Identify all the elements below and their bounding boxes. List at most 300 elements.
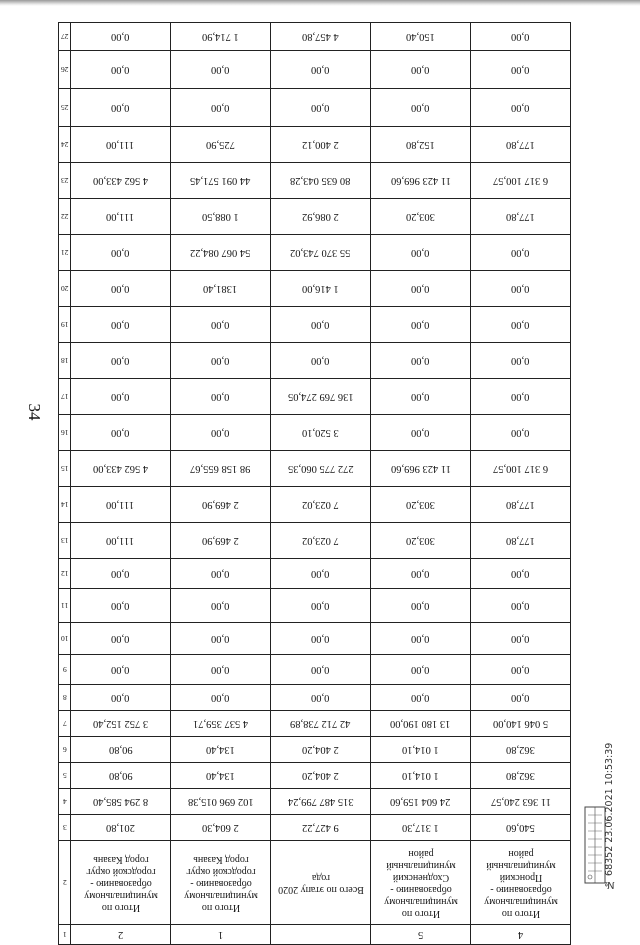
row-label-cell	[471, 841, 571, 925]
value-cell	[71, 89, 171, 127]
column-number-text: 20	[60, 284, 69, 293]
cell-value: 0,00	[111, 102, 130, 113]
cell-value: 111,00	[106, 211, 135, 222]
value-cell	[71, 307, 171, 343]
column-number	[59, 379, 71, 415]
value-cell	[271, 789, 371, 815]
value-cell	[371, 23, 471, 51]
value-cell	[471, 379, 571, 415]
cell-value: 0,00	[511, 319, 530, 330]
cell-value: 102 696 015,38	[187, 796, 254, 807]
value-cell	[71, 199, 171, 235]
value-cell	[371, 763, 471, 789]
cell-value: 152,80	[406, 139, 435, 150]
cell-value: 0,00	[411, 391, 430, 402]
cell-value: 0,00	[111, 247, 130, 258]
value-cell	[371, 559, 471, 589]
value-cell	[371, 815, 471, 841]
value-cell	[371, 199, 471, 235]
column-number	[59, 23, 71, 51]
value-cell	[271, 199, 371, 235]
column-number	[59, 163, 71, 199]
value-cell	[171, 415, 271, 451]
column-number	[59, 763, 71, 789]
column-number-text: 2	[62, 878, 67, 887]
column-number-text: 7	[62, 719, 67, 728]
value-cell	[271, 23, 371, 51]
value-cell	[371, 623, 471, 655]
value-cell	[371, 307, 471, 343]
cell-value: 1 714,90	[202, 31, 239, 42]
cell-value: 0,00	[411, 664, 430, 675]
value-cell	[71, 559, 171, 589]
value-cell	[471, 655, 571, 685]
value-cell	[371, 789, 471, 815]
cell-value: 177,80	[506, 535, 535, 546]
cell-value: 0,00	[411, 568, 430, 579]
value-cell	[271, 815, 371, 841]
cell-value: 4 562 433,00	[92, 175, 149, 186]
value-cell	[71, 51, 171, 89]
value-cell	[71, 23, 171, 51]
stamp-logo-icon	[582, 805, 608, 885]
cell-value: 0,00	[211, 355, 230, 366]
value-cell	[171, 589, 271, 623]
value-cell	[71, 763, 171, 789]
value-cell	[371, 379, 471, 415]
cell-value: 6 317 100,57	[492, 175, 549, 186]
cell-value: 8 294 585,40	[92, 796, 149, 807]
value-cell	[71, 235, 171, 271]
cell-value: 2 404,20	[302, 744, 339, 755]
value-cell	[171, 451, 271, 487]
table-row	[59, 623, 571, 655]
cell-value: 0,00	[511, 64, 530, 75]
value-cell	[71, 789, 171, 815]
cell-value: 111,00	[106, 535, 135, 546]
cell-value: 0,00	[111, 427, 130, 438]
value-cell	[271, 51, 371, 89]
value-cell	[471, 415, 571, 451]
cell-value: 0,00	[311, 355, 330, 366]
scan-edge	[0, 0, 640, 6]
cell-value: 1 416,00	[302, 283, 339, 294]
cell-value: 0,00	[211, 319, 230, 330]
cell-value: 272 775 060,35	[287, 463, 354, 474]
cell-value: 362,80	[506, 770, 535, 781]
cell-value: 0,00	[111, 568, 130, 579]
table-row	[59, 235, 571, 271]
row-label-cell	[371, 841, 471, 925]
cell-value: 90,80	[108, 770, 133, 781]
cell-value: 3 520,10	[302, 427, 339, 438]
table-row	[59, 841, 571, 925]
value-cell	[171, 51, 271, 89]
value-cell	[271, 235, 371, 271]
cell-value: 0,00	[111, 64, 130, 75]
column-number-text: 25	[60, 103, 69, 112]
cell-value: 0,00	[511, 355, 530, 366]
value-cell	[371, 737, 471, 763]
column-number-text: 11	[60, 601, 69, 610]
cell-value: 0,00	[411, 247, 430, 258]
column-number-text: 22	[60, 212, 69, 221]
cell-value: 0,00	[211, 64, 230, 75]
cell-value: 303,20	[406, 499, 435, 510]
value-cell	[171, 737, 271, 763]
row-number: 2	[117, 929, 124, 940]
column-number-text: 16	[60, 428, 69, 437]
cell-value: 2 469,90	[202, 499, 239, 510]
table-row	[59, 589, 571, 623]
column-number	[59, 343, 71, 379]
value-cell	[471, 559, 571, 589]
column-number-text: 6	[62, 745, 67, 754]
cell-value: 0,00	[411, 283, 430, 294]
value-cell	[271, 559, 371, 589]
table-row	[59, 523, 571, 559]
cell-value: 54 067 084,22	[190, 247, 251, 258]
column-number	[59, 451, 71, 487]
value-cell	[271, 163, 371, 199]
cell-value: 42 712 738,89	[290, 718, 351, 729]
value-cell	[471, 271, 571, 307]
table-row	[59, 711, 571, 737]
cell-value: 177,80	[506, 139, 535, 150]
column-number	[59, 655, 71, 685]
cell-value: 0,00	[511, 247, 530, 258]
column-number	[59, 271, 71, 307]
table-row	[59, 655, 571, 685]
table-row	[59, 815, 571, 841]
cell-value: 0,00	[111, 319, 130, 330]
value-cell	[71, 127, 171, 163]
value-cell	[171, 487, 271, 523]
column-number	[59, 307, 71, 343]
table-row	[59, 737, 571, 763]
page-number: 34	[25, 403, 44, 421]
value-cell	[271, 343, 371, 379]
value-cell	[171, 559, 271, 589]
value-cell	[371, 235, 471, 271]
cell-value: 0,00	[511, 102, 530, 113]
cell-value: 1381,40	[203, 283, 238, 294]
table-row	[59, 559, 571, 589]
column-number	[59, 711, 71, 737]
value-cell	[371, 655, 471, 685]
row-number: 4	[517, 929, 524, 940]
cell-value: 11 423 969,60	[390, 463, 451, 474]
value-cell	[171, 343, 271, 379]
cell-value: 0,00	[111, 692, 130, 703]
value-cell	[71, 271, 171, 307]
value-cell	[471, 451, 571, 487]
cell-value: 0,00	[511, 427, 530, 438]
value-cell	[171, 163, 271, 199]
value-cell	[471, 789, 571, 815]
table-row	[59, 415, 571, 451]
cell-value: 0,00	[111, 355, 130, 366]
value-cell	[171, 379, 271, 415]
column-number	[59, 51, 71, 89]
cell-value: 0,00	[411, 64, 430, 75]
value-cell	[171, 23, 271, 51]
column-number-text: 23	[60, 176, 69, 185]
value-cell	[71, 711, 171, 737]
cell-value: 0,00	[411, 633, 430, 644]
table-row	[59, 271, 571, 307]
row-number-cell	[71, 925, 171, 945]
cell-value: 7 023,02	[302, 535, 339, 546]
column-number	[59, 815, 71, 841]
row-number: 5	[417, 929, 424, 940]
table-row	[59, 925, 571, 945]
cell-value: 1 014,10	[402, 770, 439, 781]
cell-value: 5 046 140,00	[492, 718, 549, 729]
column-number	[59, 925, 71, 945]
cell-value: 4 537 359,71	[192, 718, 249, 729]
value-cell	[71, 685, 171, 711]
table-row	[59, 451, 571, 487]
value-cell	[171, 789, 271, 815]
cell-value: 0,00	[411, 600, 430, 611]
cell-value: 4 562 433,00	[92, 463, 149, 474]
column-number	[59, 789, 71, 815]
cell-value: 90,80	[108, 744, 133, 755]
value-cell	[171, 199, 271, 235]
table-row	[59, 343, 571, 379]
data-table	[58, 22, 571, 945]
value-cell	[171, 307, 271, 343]
column-number-text: 12	[60, 569, 69, 578]
cell-value: 150,40	[406, 31, 435, 42]
value-cell	[271, 623, 371, 655]
value-cell	[71, 655, 171, 685]
column-number-text: 19	[60, 320, 69, 329]
column-number-text: 9	[62, 665, 67, 674]
value-cell	[471, 711, 571, 737]
value-cell	[171, 763, 271, 789]
table-row	[59, 789, 571, 815]
column-number	[59, 589, 71, 623]
cell-value: 0,00	[511, 31, 530, 42]
column-number-text: 4	[62, 797, 67, 806]
value-cell	[271, 589, 371, 623]
cell-value: 6 317 100,57	[492, 463, 549, 474]
column-number	[59, 127, 71, 163]
value-cell	[471, 623, 571, 655]
value-cell	[171, 623, 271, 655]
value-cell	[371, 415, 471, 451]
column-number	[59, 235, 71, 271]
cell-value: 177,80	[506, 211, 535, 222]
column-number-text: 1	[62, 930, 67, 939]
table-row	[59, 51, 571, 89]
cell-value: 362,80	[506, 744, 535, 755]
value-cell	[271, 737, 371, 763]
value-cell	[371, 451, 471, 487]
column-number-text: 8	[62, 693, 67, 702]
cell-value: 98 158 655,67	[190, 463, 251, 474]
cell-value: 11 423 969,60	[390, 175, 451, 186]
cell-value: 24 604 159,60	[390, 796, 451, 807]
cell-value: 0,00	[111, 633, 130, 644]
value-cell	[271, 127, 371, 163]
cell-value: 0,00	[111, 31, 130, 42]
table-row	[59, 763, 571, 789]
column-number-text: 21	[60, 248, 69, 257]
value-cell	[471, 815, 571, 841]
column-number	[59, 523, 71, 559]
cell-value: 0,00	[311, 568, 330, 579]
column-number-text: 24	[60, 140, 69, 149]
cell-value: 0,00	[411, 355, 430, 366]
row-label: Всего по этапу 2020 года	[277, 871, 364, 895]
value-cell	[471, 199, 571, 235]
cell-value: 0,00	[111, 600, 130, 611]
value-cell	[171, 523, 271, 559]
cell-value: 11 363 240,57	[490, 796, 551, 807]
cell-value: 0,00	[311, 633, 330, 644]
value-cell	[471, 23, 571, 51]
cell-value: 0,00	[211, 664, 230, 675]
row-label: Итого по муниципальному образованию - Сходненский муниципальный район	[383, 847, 458, 919]
cell-value: 3 752 152,40	[92, 718, 149, 729]
table-row	[59, 487, 571, 523]
value-cell	[471, 163, 571, 199]
column-number-text: 5	[62, 771, 67, 780]
cell-value: 4 457,80	[302, 31, 339, 42]
column-number-text: 10	[60, 634, 69, 643]
cell-value: 177,80	[506, 499, 535, 510]
column-number	[59, 199, 71, 235]
column-number	[59, 89, 71, 127]
cell-value: 0,00	[111, 391, 130, 402]
column-number-text: 27	[60, 32, 69, 41]
value-cell	[371, 589, 471, 623]
value-cell	[271, 307, 371, 343]
value-cell	[271, 415, 371, 451]
value-cell	[71, 815, 171, 841]
value-cell	[171, 127, 271, 163]
value-cell	[271, 451, 371, 487]
value-cell	[271, 379, 371, 415]
value-cell	[271, 763, 371, 789]
cell-value: 2 469,90	[202, 535, 239, 546]
value-cell	[471, 89, 571, 127]
column-number	[59, 559, 71, 589]
row-label: Итого по муниципальному образованию - городской округ город Казань	[183, 853, 258, 913]
value-cell	[471, 737, 571, 763]
row-label-cell	[171, 841, 271, 925]
value-cell	[271, 685, 371, 711]
cell-value: 0,00	[211, 102, 230, 113]
column-number	[59, 737, 71, 763]
cell-value: 303,20	[406, 211, 435, 222]
value-cell	[471, 685, 571, 711]
row-label-cell	[271, 841, 371, 925]
value-cell	[171, 685, 271, 711]
value-cell	[371, 343, 471, 379]
column-number-text: 26	[60, 65, 69, 74]
value-cell	[471, 763, 571, 789]
value-cell	[71, 589, 171, 623]
cell-value: 315 487 799,24	[287, 796, 354, 807]
cell-value: 44 091 571,45	[190, 175, 251, 186]
cell-value: 134,40	[206, 744, 235, 755]
column-number-text: 13	[60, 536, 69, 545]
cell-value: 0,00	[311, 600, 330, 611]
cell-value: 2 086,92	[302, 211, 339, 222]
row-label: Итого по муниципальному образованию - Пронский муниципальный район	[483, 847, 558, 919]
value-cell	[171, 655, 271, 685]
cell-value: 0,00	[211, 391, 230, 402]
cell-value: 201,80	[106, 822, 135, 833]
cell-value: 2 404,20	[302, 770, 339, 781]
value-cell	[471, 523, 571, 559]
value-cell	[71, 379, 171, 415]
column-number	[59, 623, 71, 655]
cell-value: 80 635 043,28	[290, 175, 351, 186]
row-number-cell	[271, 925, 371, 945]
column-number	[59, 685, 71, 711]
cell-value: 9 427,22	[302, 822, 339, 833]
cell-value: 0,00	[311, 664, 330, 675]
table-row	[59, 199, 571, 235]
column-number-text: 15	[60, 464, 69, 473]
column-number	[59, 415, 71, 451]
cell-value: 0,00	[111, 283, 130, 294]
value-cell	[371, 89, 471, 127]
cell-value: 0,00	[411, 102, 430, 113]
cell-value: 1 088,50	[202, 211, 239, 222]
cell-value: 0,00	[211, 427, 230, 438]
cell-value: 303,20	[406, 535, 435, 546]
cell-value: 111,00	[106, 499, 135, 510]
value-cell	[71, 523, 171, 559]
value-cell	[371, 711, 471, 737]
table-row	[59, 23, 571, 51]
value-cell	[171, 815, 271, 841]
column-number-text: 18	[60, 356, 69, 365]
cell-value: 111,00	[106, 139, 135, 150]
table-row	[59, 127, 571, 163]
value-cell	[371, 127, 471, 163]
cell-value: 0,00	[511, 391, 530, 402]
value-cell	[71, 415, 171, 451]
column-number	[59, 841, 71, 925]
cell-value: 0,00	[211, 600, 230, 611]
cell-value: 0,00	[211, 633, 230, 644]
cell-value: 55 370 743,02	[290, 247, 351, 258]
cell-value: 0,00	[411, 319, 430, 330]
registration-stamp: № 68352 23.06.2021 10:53:39	[604, 742, 615, 890]
value-cell	[371, 51, 471, 89]
value-cell	[171, 89, 271, 127]
cell-value: 136 769 274,05	[287, 391, 354, 402]
cell-value: 0,00	[311, 102, 330, 113]
value-cell	[271, 711, 371, 737]
column-number	[59, 487, 71, 523]
cell-value: 1 014,10	[402, 744, 439, 755]
value-cell	[471, 307, 571, 343]
column-number-text: 3	[62, 823, 67, 832]
cell-value: 0,00	[211, 692, 230, 703]
value-cell	[271, 271, 371, 307]
row-number-cell	[471, 925, 571, 945]
cell-value: 0,00	[411, 427, 430, 438]
cell-value: 0,00	[511, 664, 530, 675]
